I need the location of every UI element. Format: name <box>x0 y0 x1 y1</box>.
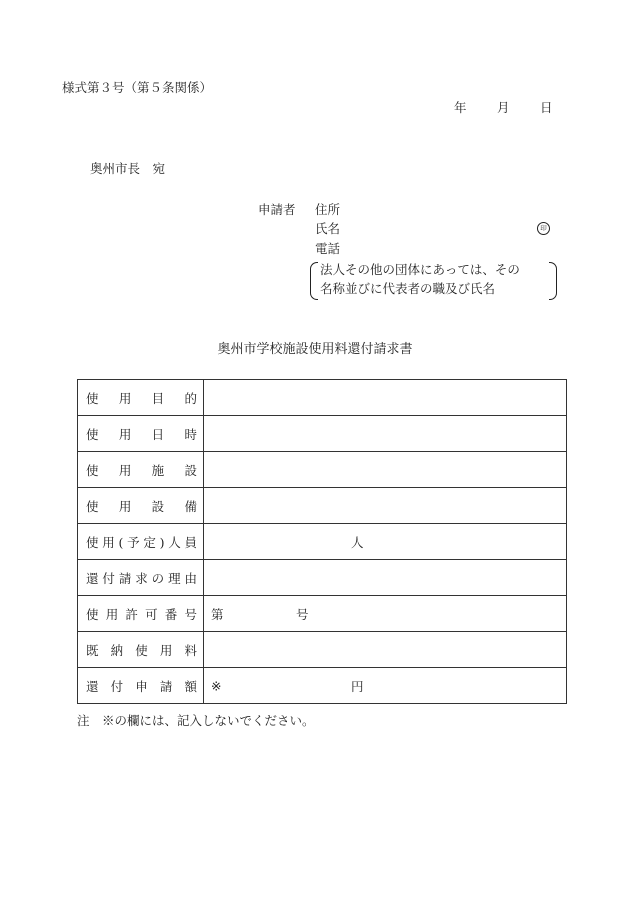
row-value-field[interactable] <box>204 452 567 488</box>
date-day-label: 日 <box>540 100 553 115</box>
request-table <box>77 379 567 704</box>
corp-note-bracket-right <box>549 262 557 300</box>
date-month-label: 月 <box>497 100 510 115</box>
corp-note-line-2: 名称並びに代表者の職及び氏名 <box>320 281 496 296</box>
row-label: 使用設備 <box>78 488 204 524</box>
document-title: 奥州市学校施設使用料還付請求書 <box>217 342 413 357</box>
row-value-field[interactable] <box>204 488 567 524</box>
footnote: 注 ※の欄には、記入しないでください。 <box>77 713 315 728</box>
row-label: 使用(予定)人員 <box>78 524 204 560</box>
row-label: 還付請求の理由 <box>78 560 204 596</box>
row-label: 使用日時 <box>78 416 204 452</box>
row-value-field[interactable] <box>204 560 567 596</box>
row-value-field[interactable] <box>204 524 567 560</box>
form-number: 様式第３号（第５条関係） <box>62 80 213 95</box>
table-row <box>78 452 567 488</box>
permit-prefix: 第 <box>211 606 224 622</box>
row-label: 既納使用料 <box>78 632 204 668</box>
table-row <box>78 380 567 416</box>
table-row <box>78 596 567 632</box>
row-label: 還付申請額 <box>78 668 204 704</box>
row-value-field[interactable] <box>204 416 567 452</box>
row-label: 使用目的 <box>78 380 204 416</box>
row-value-field[interactable] <box>204 632 567 668</box>
table-row <box>78 632 567 668</box>
applicant-label: 申請者 <box>258 202 296 217</box>
row-label: 使用許可番号 <box>78 596 204 632</box>
addressee: 奥州市長 宛 <box>90 161 166 176</box>
date-year-label: 年 <box>454 100 467 115</box>
table-row <box>78 488 567 524</box>
table-row <box>78 560 567 596</box>
phone-label: 電話 <box>315 241 341 256</box>
row-value-field[interactable] <box>204 380 567 416</box>
yen-unit: 円 <box>351 678 364 694</box>
row-label: 使用施設 <box>78 452 204 488</box>
name-label: 氏名 <box>315 221 341 236</box>
address-label: 住所 <box>315 202 341 217</box>
corp-note-line-1: 法人その他の団体にあっては、その <box>320 262 520 277</box>
office-use-mark: ※ <box>211 678 222 693</box>
row-value-field[interactable] <box>204 596 567 632</box>
people-unit: 人 <box>351 534 364 550</box>
table-row <box>78 416 567 452</box>
row-value-field[interactable] <box>204 668 567 704</box>
permit-suffix: 号 <box>296 606 309 622</box>
corp-note-bracket-left <box>310 262 318 300</box>
seal-icon: 印 <box>537 222 550 235</box>
table-row <box>78 668 567 704</box>
table-row <box>78 524 567 560</box>
